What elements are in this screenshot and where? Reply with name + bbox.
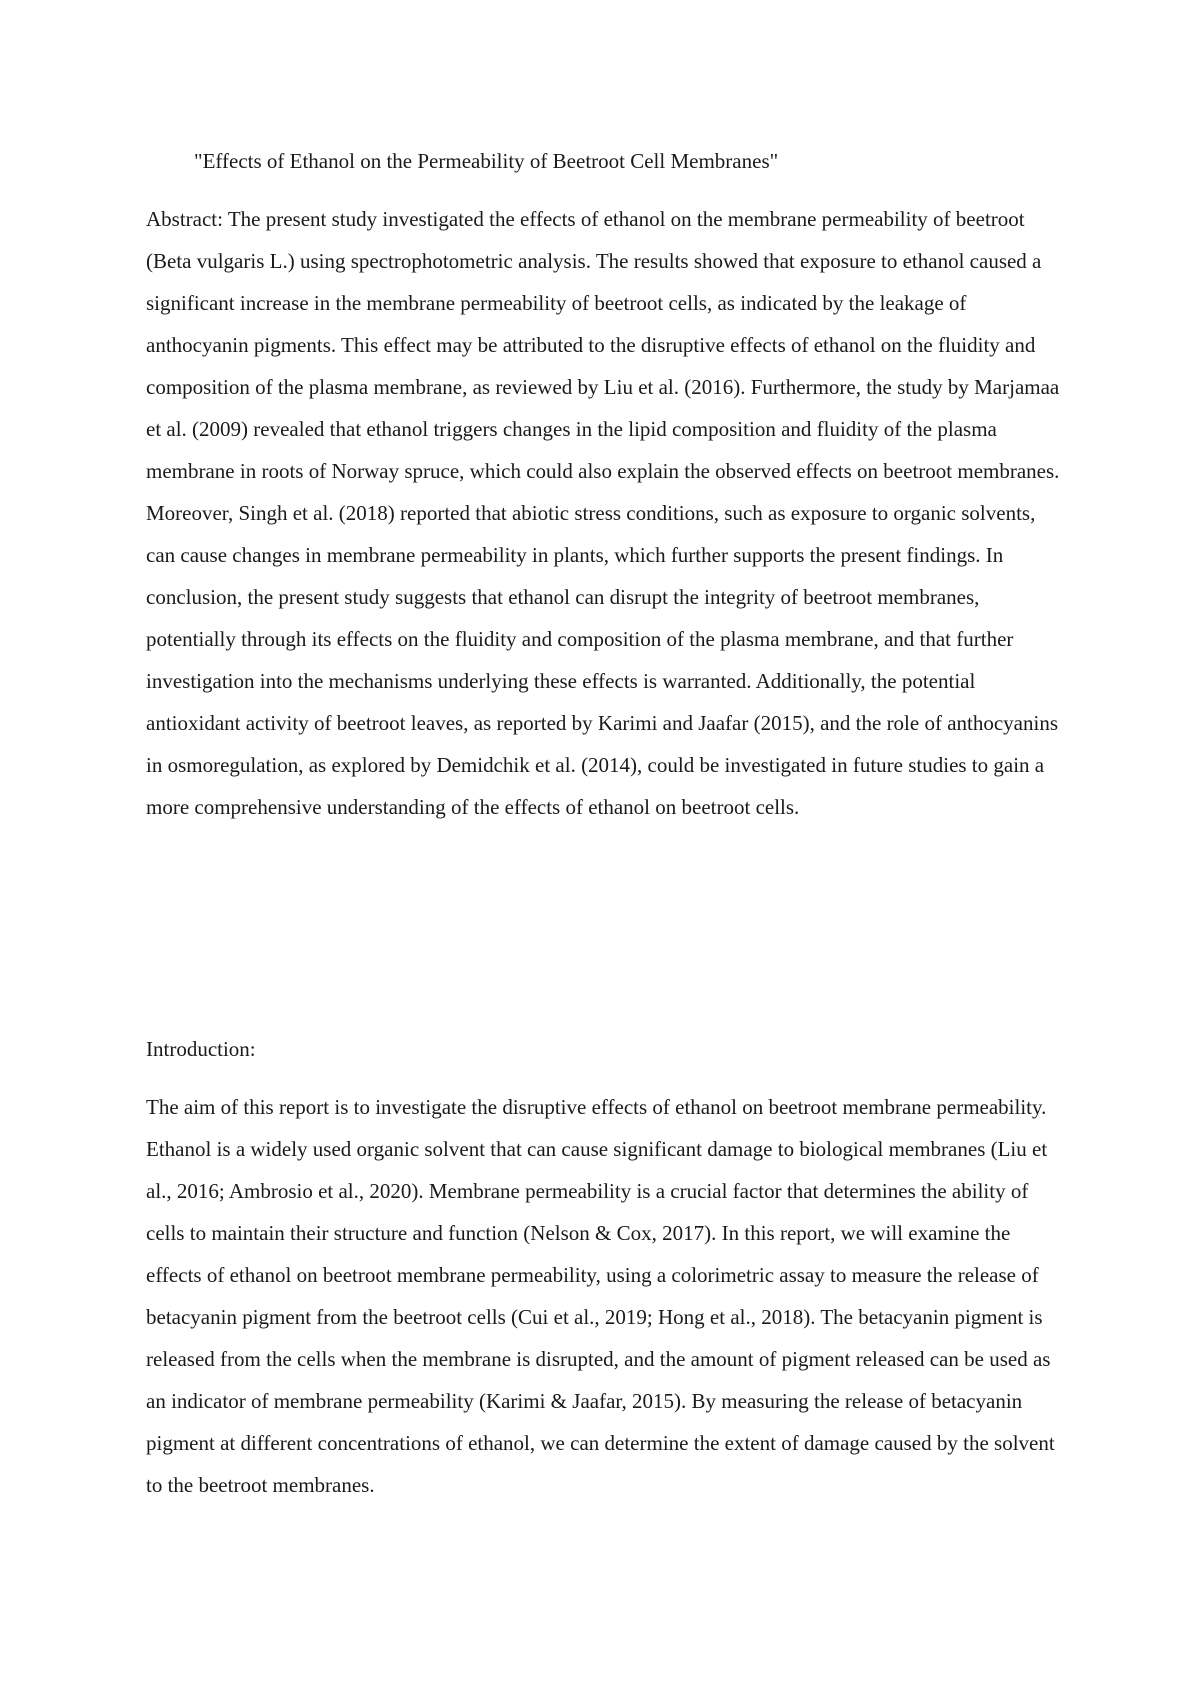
abstract-paragraph: Abstract: The present study investigated the effects of ethanol on the membrane permeability of beetroot (Beta vulgaris L.) using spectrophotometric analysis. The results showed that exposure to ethanol caused a significant increase in the membrane permeability of beetroot cells, as indicated by the leakage of anthocyanin pigments. This effect may be attributed to the disruptive effects of ethanol on the fluidity and composition of the plasma membrane, as reviewed by Liu et al. (2016). Furthermore, the study by Marjamaa et al. (2009) revealed that ethanol triggers changes in the lipid composition and fluidity of the plasma membrane in roots of Norway spruce, which could also explain the observed effects on beetroot membranes. Moreover, Singh et al. (2018) reported that abiotic stress conditions, such as exposure to organic solvents, can cause changes in membrane permeability in plants, which further supports the present findings. In conclusion, the present study suggests that ethanol can disrupt the integrity of beetroot membranes, potentially through its effects on the fluidity and composition of the plasma membrane, and that further investigation into the mechanisms underlying these effects is warranted. Additionally, the potential antioxidant activity of beetroot leaves, as reported by Karimi and Jaafar (2015), and the role of anthocyanins in osmoregulation, as explored by Demidchik et al. (2014), could be investigated in future studies to gain a more comprehensive understanding of the effects of ethanol on beetroot cells. — [146, 207, 1060, 819]
document-title: "Effects of Ethanol on the Permeability of Beetroot Cell Membranes" — [194, 149, 779, 173]
introduction-paragraph: The aim of this report is to investigate the disruptive effects of ethanol on beetroot membrane permeability. Ethanol is a widely used organic solvent that can cause significant damage to biological membranes (Liu et al., 2016; Ambrosio et al., 2020). Membrane permeability is a crucial factor that determines the ability of cells to maintain their structure and function (Nelson & Cox, 2017). In this report, we will examine the effects of ethanol on beetroot membrane permeability, using a colorimetric assay to measure the release of betacyanin pigment from the beetroot cells (Cui et al., 2019; Hong et al., 2018). The betacyanin pigment is released from the cells when the membrane is disrupted, and the amount of pigment released can be used as an indicator of membrane permeability (Karimi & Jaafar, 2015). By measuring the release of betacyanin pigment at different concentrations of ethanol, we can determine the extent of damage caused by the solvent to the beetroot membranes. — [146, 1095, 1055, 1497]
introduction-heading: Introduction: — [146, 1037, 256, 1061]
